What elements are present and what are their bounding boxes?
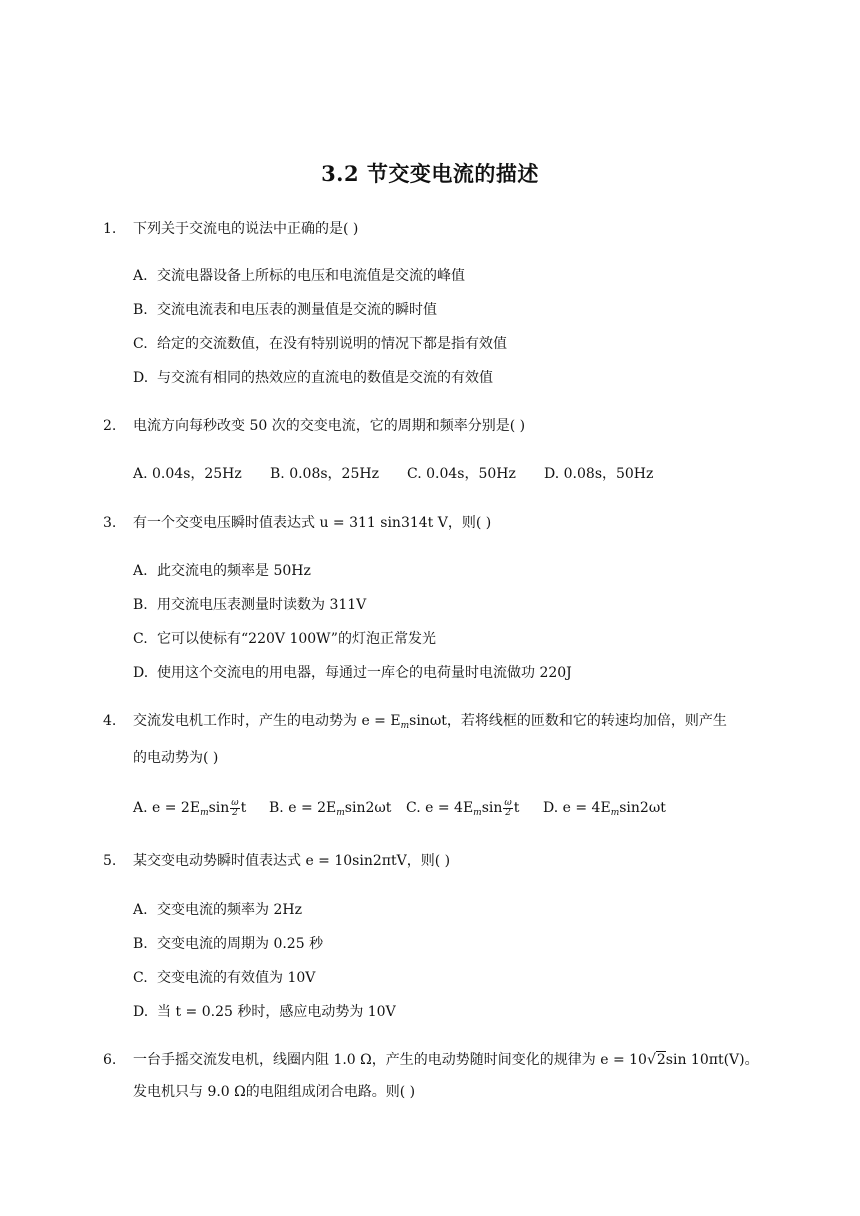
numerator: ω [231, 797, 239, 808]
fraction [230, 799, 239, 818]
option-text: 交流电器设备上所标的电压和电流值是交流的峰值 [157, 268, 465, 284]
fraction [503, 799, 512, 818]
option-c[interactable] [406, 796, 543, 825]
option-d[interactable] [544, 463, 653, 485]
option-label: A. [133, 563, 148, 579]
formula: e = 4E [425, 800, 474, 816]
option-label: D. [544, 466, 560, 482]
formula: sin2ωt [344, 800, 392, 816]
question-number: 1. [103, 221, 117, 237]
option-text: 0.04s，25Hz [152, 466, 242, 482]
stem-text: 一台手摇交流发电机，线圈内阻 1.0 Ω，产生的电动势随时间变化的规律为 e = 10 [133, 1052, 647, 1068]
stem-text: 发电机只与 9.0 Ω的电阻组成闭合电路。则( ) [133, 1084, 416, 1100]
formula: sin2ωt [619, 800, 666, 816]
question-number: 6. [103, 1052, 117, 1068]
option-text: 0.08s，25Hz [289, 466, 379, 482]
question-number: 4. [103, 713, 117, 729]
question-stem: 下列关于交流电的说法中正确的是( ) [133, 221, 359, 237]
question-number: 3. [103, 515, 117, 531]
option-a[interactable] [133, 463, 270, 485]
question-5-options [133, 899, 773, 1035]
option-label: A. [133, 800, 148, 816]
option-d[interactable] [133, 662, 773, 696]
option-a[interactable] [133, 560, 773, 594]
option-label: B. [270, 466, 285, 482]
option-c[interactable] [133, 628, 773, 662]
option-label: A. [133, 268, 148, 284]
option-label: C. [133, 970, 148, 986]
option-text: 用交流电压表测量时读数为 311V [157, 597, 367, 613]
stem-text: 交流发电机工作时，产生的电动势为 e = E [133, 713, 401, 729]
option-a[interactable] [133, 796, 269, 825]
question-3-options [133, 560, 773, 696]
option-label: D. [543, 800, 559, 816]
formula: t [240, 800, 247, 816]
formula: e = 2E [288, 800, 337, 816]
option-c[interactable] [133, 967, 773, 1001]
option-text: 此交流电的频率是 50Hz [157, 563, 311, 579]
option-label: B. [133, 936, 148, 952]
option-text: 与交流有相同的热效应的直流电的数值是交流的有效值 [157, 370, 493, 386]
formula: sin [481, 800, 503, 816]
option-label: D. [133, 1004, 149, 1020]
question-stem: 电流方向每秒改变 50 次的交变电流，它的周期和频率分别是( ) [133, 418, 526, 434]
option-label: C. [406, 800, 421, 816]
option-label: C. [133, 631, 148, 647]
page-title: 3.2 节交变电流的描述 [321, 161, 539, 186]
option-d[interactable] [543, 796, 666, 825]
option-text: 给定的交流数值，在没有特别说明的情况下都是指有效值 [157, 336, 507, 352]
option-text: 使用这个交流电的用电器，每通过一库仑的电荷量时电流做功 220J [157, 665, 572, 681]
subscript: m [336, 808, 345, 818]
option-text: 0.08s，50Hz [563, 466, 654, 482]
option-label: A. [133, 466, 148, 482]
option-label: C. [407, 466, 422, 482]
question-number: 2. [103, 418, 117, 434]
option-text: 0.04s，50Hz [426, 466, 516, 482]
option-b[interactable] [269, 796, 406, 825]
option-d[interactable] [133, 367, 773, 401]
option-label: D. [133, 665, 149, 681]
sqrt-radicand: 2 [656, 1052, 666, 1068]
formula: t [513, 800, 520, 816]
sqrt-sign: √ [646, 1052, 656, 1068]
stem-text: sin 10πt(V)。 [665, 1052, 759, 1068]
question-number: 5. [103, 853, 117, 869]
question-4-options [133, 796, 773, 825]
option-b[interactable] [133, 594, 773, 628]
question-stem: 有一个交变电压瞬时值表达式 u = 311 sin314t V，则( ) [133, 515, 492, 531]
option-label: B. [133, 597, 148, 613]
option-c[interactable] [407, 463, 544, 485]
option-b[interactable] [270, 463, 407, 485]
option-text: 交变电流的有效值为 10V [157, 970, 316, 986]
option-text: 交变电流的频率为 2Hz [157, 902, 302, 918]
option-label: B. [269, 800, 284, 816]
option-b[interactable] [133, 933, 773, 967]
option-b[interactable] [133, 299, 773, 333]
option-label: A. [133, 902, 148, 918]
subscript: m [610, 808, 620, 818]
denominator: 2 [232, 807, 238, 818]
option-a[interactable] [133, 899, 773, 933]
subscript: m [400, 721, 410, 731]
stem-text: sinωt，若将线框的匝数和它的转速均加倍，则产生 [409, 713, 727, 729]
option-a[interactable] [133, 265, 773, 299]
stem-text: 的电动势为( ) [133, 750, 219, 766]
question-stem [133, 1044, 773, 1108]
option-text: 当 t = 0.25 秒时，感应电动势为 10V [157, 1004, 396, 1020]
question-1-options [133, 265, 773, 401]
subscript: m [200, 808, 209, 818]
question-stem [133, 705, 763, 774]
option-text: 交变电流的周期为 0.25 秒 [157, 936, 324, 952]
question-stem: 某交变电动势瞬时值表达式 e = 10sin2πtV，则( ) [133, 853, 451, 869]
question-2-options [133, 463, 773, 485]
option-d[interactable] [133, 1001, 773, 1035]
option-label: B. [133, 302, 148, 318]
option-text: 交流电流表和电压表的测量值是交流的瞬时值 [157, 302, 437, 318]
formula: e = 2E [152, 800, 201, 816]
formula: e = 4E [562, 800, 611, 816]
option-label: C. [133, 336, 148, 352]
option-text: 它可以使标有“220V 100W”的灯泡正常发光 [157, 631, 436, 647]
option-c[interactable] [133, 333, 773, 367]
formula: sin [208, 800, 230, 816]
subscript: m [473, 808, 482, 818]
denominator: 2 [505, 807, 511, 818]
option-label: D. [133, 370, 149, 386]
numerator: ω [504, 797, 512, 808]
